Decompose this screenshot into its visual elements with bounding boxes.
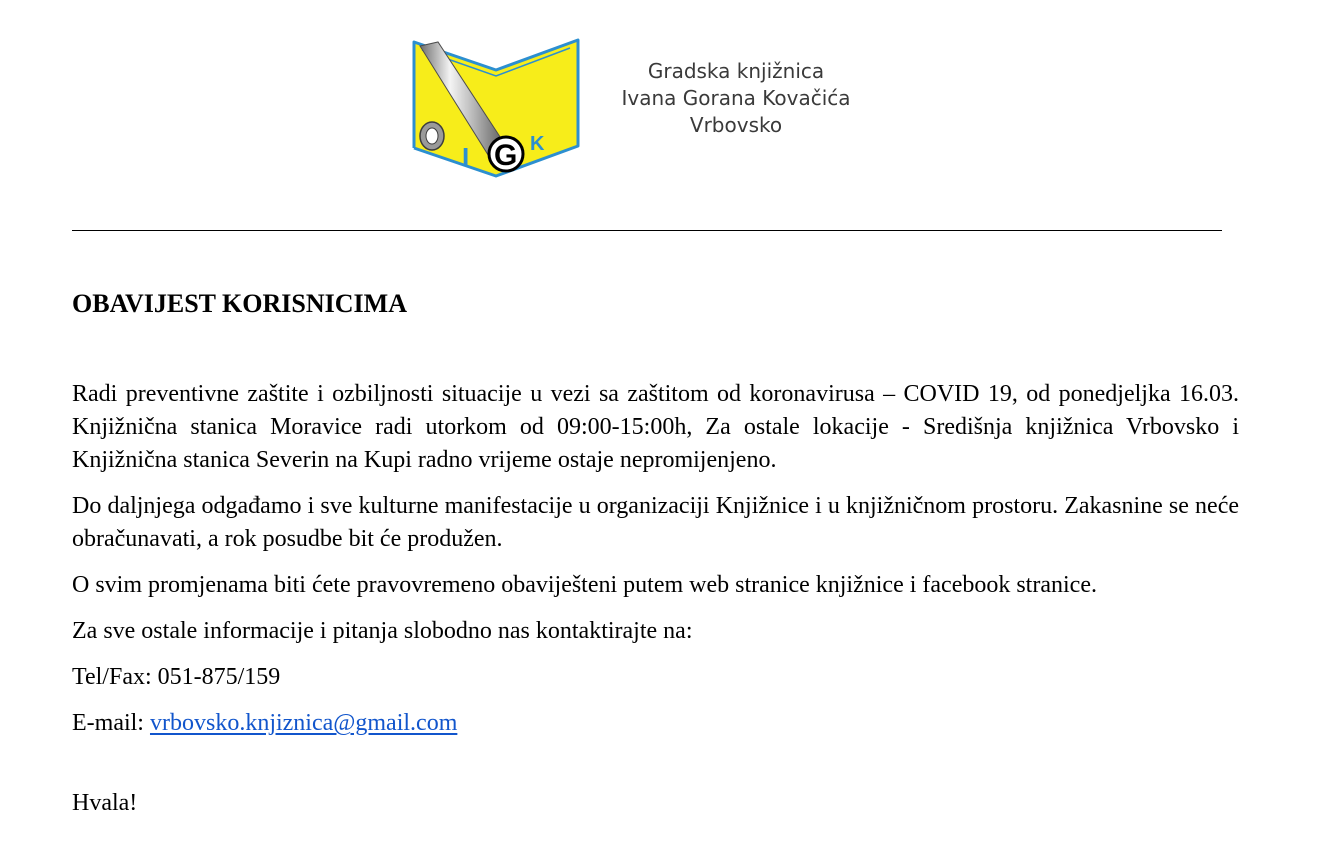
notice-paragraph-hours: Radi preventivne zaštite i ozbiljnosti situacije u vezi sa zaštitom od koronavirusa – COVID 19, od ponedjeljka 16.03. Knjižnična stanica Moravice radi utorkom od 09:00-15:00h, Za ostale lokacije - Središnja knjižnica Vrbovsko i Knjižnična stanica Severin na Kupi radno vrijeme ostaje nepromijenjeno. bbox=[72, 381, 1239, 473]
notice-body bbox=[72, 286, 1239, 820]
logo-letter-k: K bbox=[530, 133, 545, 155]
logo-letter-i: I bbox=[462, 142, 470, 172]
letterhead bbox=[0, 0, 1341, 200]
contact-email-label: E-mail: bbox=[72, 710, 150, 736]
notice-title: OBAVIJEST KORISNICIMA bbox=[72, 289, 407, 318]
email-link[interactable]: vrbovsko.knjiznica@gmail.com bbox=[149, 710, 458, 736]
notice-paragraph-updates: O svim promjenama biti ćete pravovremeno obaviješteni putem web stranice knjižnice i facebook stranice. bbox=[72, 572, 1097, 598]
organization-name-line-2: Ivana Gorana Kovačića bbox=[621, 86, 851, 110]
organization-name-line-1: Gradska knjižnica bbox=[647, 59, 825, 83]
closing-text: Hvala! bbox=[72, 790, 138, 816]
organization-name bbox=[596, 58, 876, 139]
organization-name-line-3: Vrbovsko bbox=[689, 113, 783, 137]
logo-letter-g: G bbox=[494, 139, 518, 172]
library-logo bbox=[410, 36, 586, 182]
contact-email bbox=[72, 707, 1239, 740]
notice-paragraph-events: Do daljnjega odgađamo i sve kulturne manifestacije u organizaciji Knjižnice i u knjižničnom prostoru. Zakasnine se neće obračunavati, a rok posudbe bit će produžen. bbox=[72, 493, 1239, 552]
notice-paragraph-contact: Za sve ostale informacije i pitanja slobodno nas kontaktirajte na: bbox=[72, 618, 693, 644]
contact-phone: Tel/Fax: 051-875/159 bbox=[72, 664, 281, 690]
header-divider bbox=[72, 230, 1222, 231]
